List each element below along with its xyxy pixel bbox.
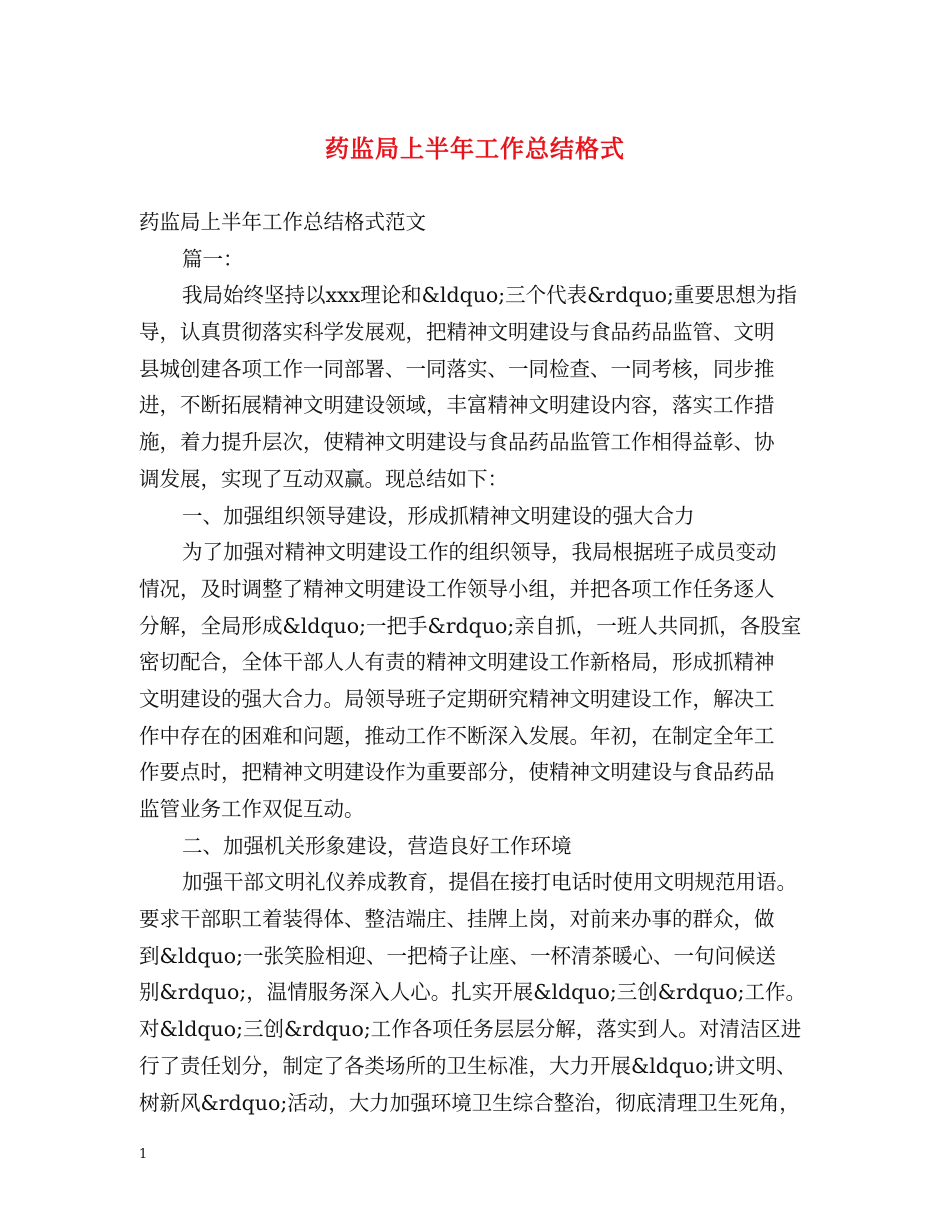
document-body	[139, 204, 834, 1121]
body-line: 要求干部职工着装得体、整洁端庄、挂牌上岗，对前来办事的群众，做	[139, 907, 775, 932]
body-line: 到&ldquo;一张笑脸相迎、一把椅子让座、一杯清茶暖心、一句问候送	[139, 943, 776, 968]
body-line: 县城创建各项工作一同部署、一同落实、一同检查、一同考核，同步推	[139, 356, 775, 381]
body-line: 进，不断拓展精神文明建设领域，丰富精神文明建设内容，落实工作措	[139, 393, 775, 418]
body-line: 分解，全局形成&ldquo;一把手&rdquo;亲自抓，一班人共同抓，各股室	[139, 613, 802, 638]
body-line: 二、加强机关形象建设，营造良好工作环境	[182, 833, 572, 858]
body-line: 加强干部文明礼仪养成教育，提倡在接打电话时使用文明规范用语。	[182, 870, 797, 895]
body-line: 为了加强对精神文明建设工作的组织领导，我局根据班子成员变动	[182, 540, 777, 565]
body-line: 密切配合，全体干部人人有责的精神文明建设工作新格局，形成抓精神	[139, 650, 775, 675]
body-line: 调发展，实现了互动双赢。现总结如下：	[139, 466, 508, 491]
body-line: 一、加强组织领导建设，形成抓精神文明建设的强大合力	[182, 503, 695, 528]
body-line: 作中存在的困难和问题，推动工作不断深入发展。年初，在制定全年工	[139, 723, 775, 748]
body-line: 导，认真贯彻落实科学发展观，把精神文明建设与食品药品监管、文明	[139, 320, 775, 345]
body-line: 药监局上半年工作总结格式范文	[139, 210, 426, 234]
body-line: 监管业务工作双促互动。	[139, 797, 365, 821]
body-line: 作要点时，把精神文明建设作为重要部分，使精神文明建设与食品药品	[139, 760, 775, 785]
body-line: 行了责任划分，制定了各类场所的卫生标准，大力开展&ldquo;讲文明、	[139, 1053, 797, 1078]
page-number: 1	[139, 1147, 148, 1162]
body-line: 别&rdquo;，温情服务深入人心。扎实开展&ldquo;三创&rdquo;工作。	[139, 980, 806, 1005]
body-line: 情况，及时调整了精神文明建设工作领导小组，并把各项工作任务逐人	[139, 576, 775, 601]
body-line: 文明建设的强大合力。局领导班子定期研究精神文明建设工作，解决工	[139, 686, 775, 711]
body-line: 对&ldquo;三创&rdquo;工作各项任务层层分解，落实到人。对清洁区进	[139, 1017, 802, 1042]
document-title: 药监局上半年工作总结格式	[325, 134, 625, 163]
body-line: 篇一：	[182, 246, 244, 271]
body-line: 施，着力提升层次，使精神文明建设与食品药品监管工作相得益彰、协	[139, 430, 775, 455]
body-line: 树新风&rdquo;活动，大力加强环境卫生综合整治，彻底清理卫生死角，	[139, 1090, 800, 1115]
body-line: 我局始终坚持以xxx理论和&ldquo;三个代表&rdquo;重要思想为指	[182, 283, 797, 308]
